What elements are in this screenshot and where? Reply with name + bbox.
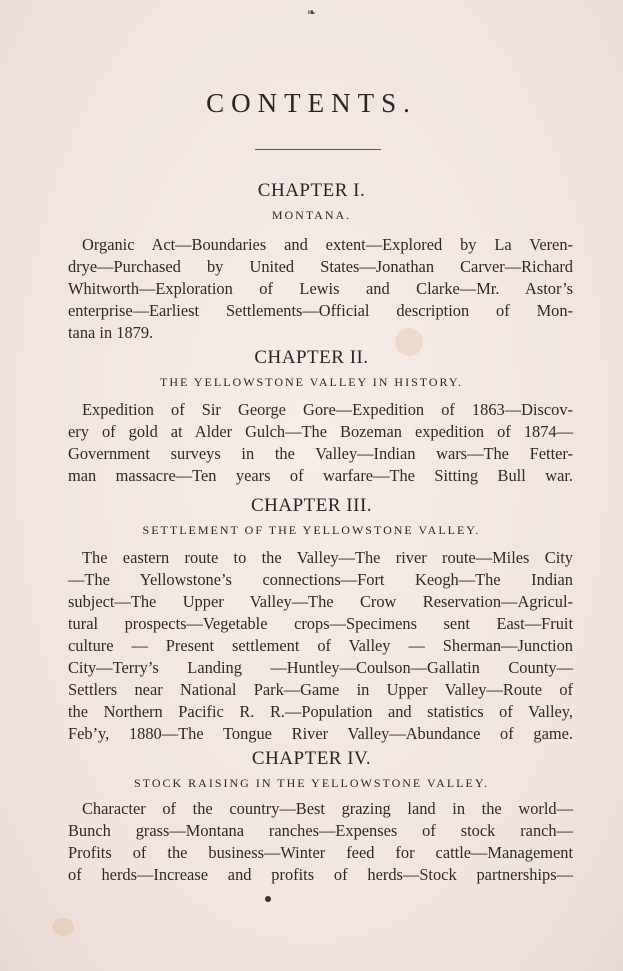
chapter-3 [0,493,623,743]
summary-line: culture — Present settlement of Valley — Sherman—Junction [68,636,573,655]
summary-line: subject—The Upper Valley—The Crow Reservation—Agricul- [68,592,573,611]
chapter-title: CHAPTER I. [257,180,366,201]
chapter-subtitle: STOCK RAISING IN THE YELLOWSTONE VALLEY. [134,776,489,790]
summary-line: tural prospects—Vegetable crops—Specimens sent East—Fruit [68,614,573,633]
chapter-1 [0,178,623,342]
chapter-4 [0,746,623,884]
chapter-subtitle: MONTANA. [271,208,352,222]
title-rule [255,149,381,150]
page-dot-mark [265,896,271,902]
summary-line: enterprise—Earliest Settlements—Official description of Mon- [68,301,573,320]
summary-line: ery of gold at Alder Gulch—The Bozeman expedition of 1874— [68,422,573,441]
summary-line: Government surveys in the Valley—Indian wars—The Fetter- [68,444,573,463]
summary-line: tana in 1879. [68,323,154,342]
paper-stain [52,918,74,936]
chapter-2 [0,345,623,485]
chapter-title: CHAPTER III. [250,495,373,516]
summary-line: Feb’y, 1880—The Tongue River Valley—Abundance of game. [68,724,573,743]
summary-line: Whitworth—Exploration of Lewis and Clarke—Mr. Astor’s [68,279,573,298]
summary-line: Expedition of Sir George Gore—Expedition of 1863—Discov- [82,400,573,419]
summary-line: Bunch grass—Montana ranches—Expenses of stock ranch— [68,821,573,840]
chapter-title: CHAPTER IV. [251,748,372,769]
summary-line: drye—Purchased by United States—Jonathan Carver—Richard [68,257,573,276]
chapter-subtitle: SETTLEMENT OF THE YELLOWSTONE VALLEY. [142,523,481,537]
fleuron-ornament-icon: ❧ [306,6,317,19]
page-title: CONTENTS. [206,88,417,118]
summary-line: —The Yellowstone’s connections—Fort Keogh—The Indian [68,570,573,589]
chapter-subtitle: THE YELLOWSTONE VALLEY IN HISTORY. [160,375,463,389]
summary-line: The eastern route to the Valley—The river route—Miles City [82,548,573,567]
summary-line: Profits of the business—Winter feed for cattle—Management [68,843,573,862]
summary-line: man massacre—Ten years of warfare—The Sitting Bull war. [68,466,573,485]
summary-line: City—Terry’s Landing —Huntley—Coulson—Gallatin County— [68,658,573,677]
summary-line: Character of the country—Best grazing land in the world— [82,799,573,818]
summary-line: the Northern Pacific R. R.—Population and statistics of Valley, [68,702,573,721]
chapter-title: CHAPTER II. [254,347,369,368]
summary-line: Settlers near National Park—Game in Upper Valley—Route of [68,680,573,699]
summary-line: Organic Act—Boundaries and extent—Explored by La Veren- [82,235,573,254]
summary-line: of herds—Increase and profits of herds—Stock partnerships— [68,865,573,884]
